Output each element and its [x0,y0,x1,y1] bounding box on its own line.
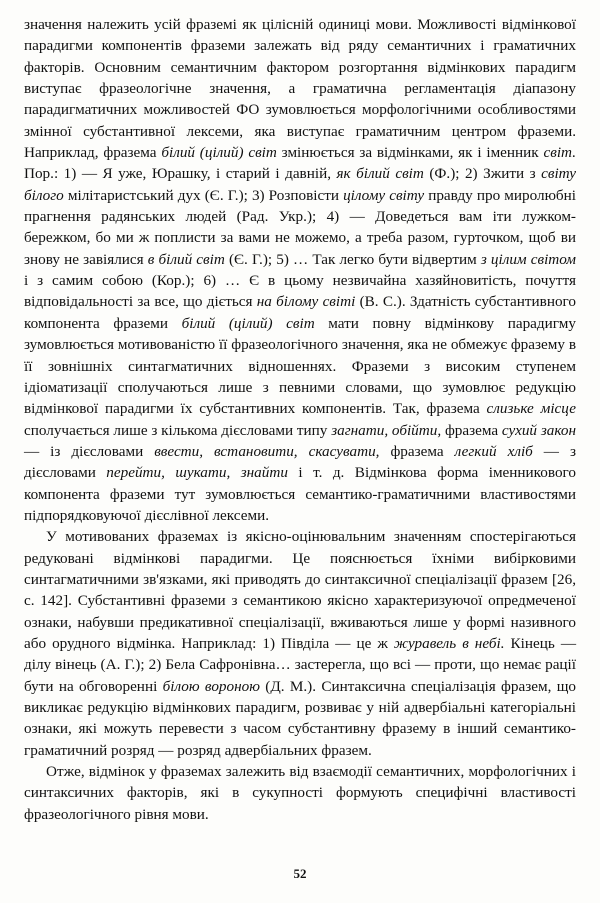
italic-phrase: ввести, встановити, скасувати, [154,442,380,460]
text-run: і т. д. Відмінкова форма іменникового компонента фраземи тут зумовлюється семантико-граматичними властивостями підпорядковуючої дієслівної лексеми. [24,464,576,524]
italic-phrase: світу білого [24,165,576,204]
text-run: Кінець — ділу вінець (А. Г.); 2) Бела Сафронівна… застерегла, що всі — проти, що немає рації бути на обговоренні [24,634,577,695]
italic-phrase: світ. [543,144,576,162]
paragraph-3 [24,761,576,825]
text-run: У мотивованих фраземах із якісно-оцінювальним значенням спостерігаються редуковані відмінкові парадигми. Це пояснюється їхніми вибірковими синтагматичними зв'язками, які приводять до синтаксичної спеціалізації фразем [26, с. 142]. Субстантивні фраземи з семантикою якісно характеризуючої опредмеченої ознаки, набувши предикативної спеціалізації, вживаються лише у формі називного або орудного відмінка. Наприклад: 1) Півділа — це ж [24,528,576,652]
italic-phrase: слизьке місце [486,400,576,418]
paragraph-2 [24,526,576,761]
italic-phrase: білий (цілий) світ [181,314,315,332]
body-text [24,14,576,825]
italic-phrase: з цілим світом [480,250,576,268]
italic-phrase: в білий світ [147,250,225,268]
italic-phrase: перейти, шукати, знайти [106,464,288,482]
text-run: мати повну відмінкову парадигму зумовлюється мотивованістю її фразеологічного значення, яка не обмежує фразему в її зовнішніх синтагматичних відношеннях. Фраземи з високим ступенем ідіоматизації сполучаються лише з певними словами, що зумовлює редукцію відмінкової парадигми їх субстантивних компонентів. Так, фразема [24,314,577,418]
italic-phrase: сухий закон [501,421,577,439]
text-run: — з дієсловами [24,442,576,482]
text-run: значення належить усій фраземі як цілісній одиниці мови. Можливості відмінкової парадигми компонентів фраземи залежать від ряду семантичних і граматичних факторів. Основним семантичним фактором розгортання відмінкових парадигм виступає фразеологічне значення, а граматична регламентація діапазону парадигматичних можливостей ФО зумовлюється морфологічними особливостями змінної субстантивної лексеми, яка виступає граматичним центром фраземи. Наприклад, фразема [24,16,576,162]
text-run: фразема [379,442,455,460]
paragraph-1 [24,14,576,526]
italic-phrase: легкий хліб [454,442,533,460]
text-run: і з самим собою (Кор.); 6) … Є в цьому незвичайна хазяйновитість, почуття відповідальності за все, що діється [24,272,576,311]
text-run: Отже, відмінок у фраземах залежить від взаємодії семантичних, морфологічних і синтаксичних факторів, які в сукупності формують специфічні властивості фразеологічного рівня мови. [24,763,576,823]
text-run: Пор.: 1) — Я уже, Юрашку, і старий і давній, [24,165,337,183]
italic-phrase: як білий світ [336,165,424,183]
italic-phrase: загнати, обійти, [331,421,442,439]
page-number: 52 [293,866,307,881]
text-run: мілітаристський дух (Є. Г.); 3) Розповісти [63,186,344,204]
text-run: — із дієсловами [24,442,155,460]
italic-phrase: журавель в небі. [393,634,505,652]
italic-phrase: білою вороною [162,677,260,695]
text-run: (Ф.); 2) Зжити з [423,165,542,183]
italic-phrase: білий (цілий) світ [161,144,277,162]
text-run: правду про миролюбні прагнення радянських людей (Рад. Укр.); 4) — Доведеться вам іти лужком-бережком, бо ми ж поплисти за вами не можемо, а треба разом, гурточком, щоб ви знову не завіялися [24,186,576,268]
text-run: (Є. Г.); 5) … Так легко бути відвертим [224,250,481,268]
italic-phrase: цілому світу [343,186,425,204]
text-run: (В. С.). Здатність субстантивного компонента фраземи [24,293,576,332]
text-run: (Д. М.). Синтаксична спеціалізація фразем, що викликає редукцію відмінкових парадигм, розвиває у ній адвербіальні категоріальні ознаки, які можуть перевести з часом субстантивну фразему в інший семантико-граматичний розряд — розряд адвербіальних фразем. [24,677,576,759]
italic-phrase: на білому світі [256,293,356,311]
text-run: фразема [441,421,502,439]
text-run: змінюється за відмінками, як і іменник [276,144,544,162]
text-run: сполучається лише з кількома дієсловами типу [24,421,332,439]
